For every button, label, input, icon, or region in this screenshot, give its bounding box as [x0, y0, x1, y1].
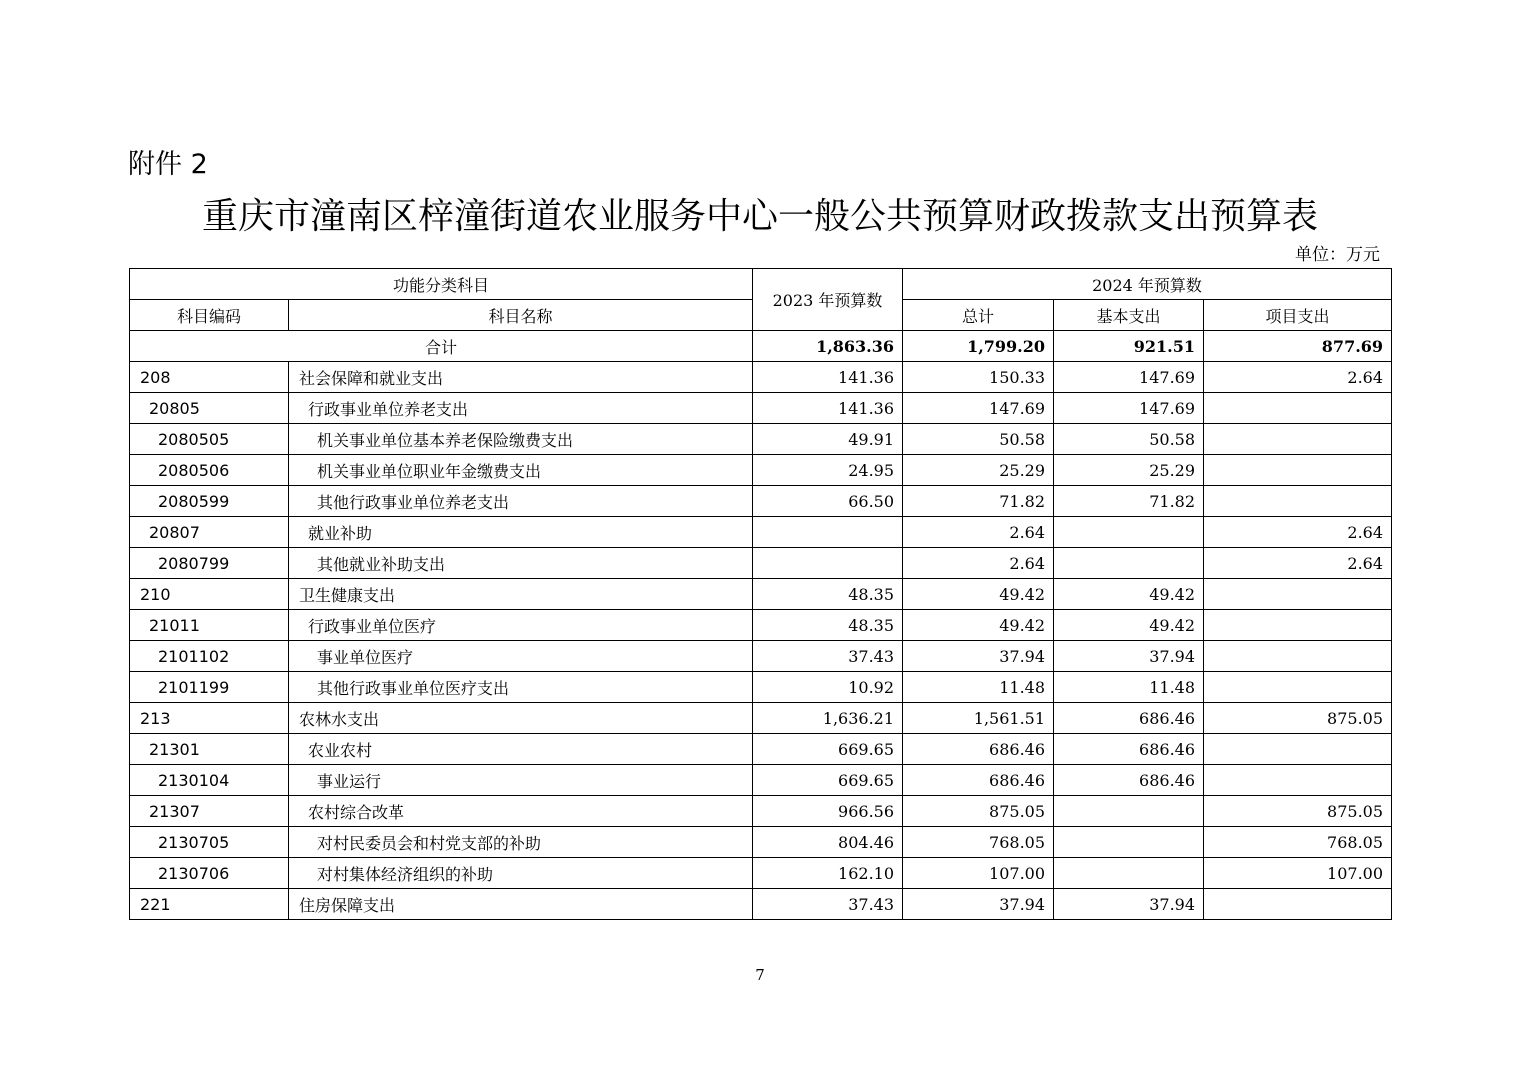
row-budget-2023: 37.43 [753, 889, 903, 920]
table-row [130, 889, 1392, 920]
row-project: 875.05 [1204, 796, 1392, 827]
row-project [1204, 455, 1392, 486]
row-budget-2023: 669.65 [753, 734, 903, 765]
row-code: 2080799 [130, 548, 289, 579]
row-total: 50.58 [903, 424, 1054, 455]
row-name: 其他行政事业单位医疗支出 [289, 672, 753, 703]
row-basic [1054, 517, 1204, 548]
row-basic: 686.46 [1054, 703, 1204, 734]
total-b2023: 1,863.36 [753, 331, 903, 362]
row-total: 11.48 [903, 672, 1054, 703]
row-name: 农业农村 [289, 734, 753, 765]
row-budget-2023: 162.10 [753, 858, 903, 889]
row-total: 686.46 [903, 734, 1054, 765]
row-budget-2023: 141.36 [753, 393, 903, 424]
row-budget-2023: 24.95 [753, 455, 903, 486]
total-basic: 921.51 [1054, 331, 1204, 362]
row-total: 49.42 [903, 610, 1054, 641]
row-total: 147.69 [903, 393, 1054, 424]
row-total: 107.00 [903, 858, 1054, 889]
row-name: 农林水支出 [289, 703, 753, 734]
row-project [1204, 734, 1392, 765]
row-name: 机关事业单位基本养老保险缴费支出 [289, 424, 753, 455]
row-basic: 49.42 [1054, 610, 1204, 641]
row-name: 其他就业补助支出 [289, 548, 753, 579]
row-total: 71.82 [903, 486, 1054, 517]
table-row [130, 517, 1392, 548]
row-code: 2080599 [130, 486, 289, 517]
table-row [130, 610, 1392, 641]
row-code: 213 [130, 703, 289, 734]
row-project: 2.64 [1204, 362, 1392, 393]
header-row-1 [130, 269, 1392, 300]
row-project [1204, 393, 1392, 424]
row-total: 150.33 [903, 362, 1054, 393]
row-project [1204, 765, 1392, 796]
header-basic: 基本支出 [1054, 300, 1204, 331]
row-project [1204, 610, 1392, 641]
table-row [130, 765, 1392, 796]
row-total: 2.64 [903, 548, 1054, 579]
row-project [1204, 889, 1392, 920]
row-budget-2023: 48.35 [753, 610, 903, 641]
header-name: 科目名称 [289, 300, 753, 331]
row-basic: 71.82 [1054, 486, 1204, 517]
row-total: 37.94 [903, 889, 1054, 920]
row-project: 2.64 [1204, 517, 1392, 548]
row-basic: 686.46 [1054, 734, 1204, 765]
row-total: 1,561.51 [903, 703, 1054, 734]
row-code: 2101102 [130, 641, 289, 672]
row-code: 20807 [130, 517, 289, 548]
row-name: 卫生健康支出 [289, 579, 753, 610]
header-budget-2023: 2023 年预算数 [753, 269, 903, 331]
header-functional-category: 功能分类科目 [130, 269, 753, 300]
row-total: 768.05 [903, 827, 1054, 858]
table-row [130, 734, 1392, 765]
row-budget-2023: 66.50 [753, 486, 903, 517]
table-row [130, 796, 1392, 827]
row-name: 其他行政事业单位养老支出 [289, 486, 753, 517]
row-name: 事业单位医疗 [289, 641, 753, 672]
row-project: 107.00 [1204, 858, 1392, 889]
row-name: 对村集体经济组织的补助 [289, 858, 753, 889]
row-code: 2130706 [130, 858, 289, 889]
header-total: 总计 [903, 300, 1054, 331]
row-total: 25.29 [903, 455, 1054, 486]
total-total: 1,799.20 [903, 331, 1054, 362]
row-basic [1054, 796, 1204, 827]
table-row [130, 579, 1392, 610]
row-budget-2023: 49.91 [753, 424, 903, 455]
row-basic [1054, 827, 1204, 858]
row-code: 221 [130, 889, 289, 920]
row-budget-2023: 37.43 [753, 641, 903, 672]
row-basic [1054, 858, 1204, 889]
row-project [1204, 579, 1392, 610]
row-total: 2.64 [903, 517, 1054, 548]
row-total: 686.46 [903, 765, 1054, 796]
header-code: 科目编码 [130, 300, 289, 331]
row-code: 2130104 [130, 765, 289, 796]
row-basic: 25.29 [1054, 455, 1204, 486]
row-code: 21307 [130, 796, 289, 827]
table-row [130, 424, 1392, 455]
row-name: 对村民委员会和村党支部的补助 [289, 827, 753, 858]
row-code: 20805 [130, 393, 289, 424]
row-budget-2023 [753, 548, 903, 579]
row-project: 768.05 [1204, 827, 1392, 858]
page-title: 重庆市潼南区梓潼街道农业服务中心一般公共预算财政拨款支出预算表 [201, 196, 1318, 237]
row-total: 49.42 [903, 579, 1054, 610]
row-basic: 50.58 [1054, 424, 1204, 455]
row-name: 就业补助 [289, 517, 753, 548]
row-name: 行政事业单位养老支出 [289, 393, 753, 424]
row-budget-2023: 48.35 [753, 579, 903, 610]
table-row [130, 393, 1392, 424]
table-row [130, 827, 1392, 858]
row-code: 2080505 [130, 424, 289, 455]
row-budget-2023: 669.65 [753, 765, 903, 796]
attachment-label: 附件 2 [128, 149, 208, 180]
page-number: 7 [755, 966, 765, 984]
row-total: 875.05 [903, 796, 1054, 827]
total-label: 合计 [130, 331, 753, 362]
row-code: 2101199 [130, 672, 289, 703]
row-code: 21011 [130, 610, 289, 641]
row-total: 37.94 [903, 641, 1054, 672]
row-basic [1054, 548, 1204, 579]
table-row [130, 362, 1392, 393]
row-budget-2023: 966.56 [753, 796, 903, 827]
row-project [1204, 672, 1392, 703]
row-basic: 37.94 [1054, 889, 1204, 920]
table-row [130, 641, 1392, 672]
budget-table [129, 268, 1392, 920]
table-row [130, 455, 1392, 486]
row-code: 210 [130, 579, 289, 610]
row-basic: 49.42 [1054, 579, 1204, 610]
row-name: 机关事业单位职业年金缴费支出 [289, 455, 753, 486]
table-row [130, 672, 1392, 703]
row-name: 社会保障和就业支出 [289, 362, 753, 393]
row-code: 2130705 [130, 827, 289, 858]
row-budget-2023: 10.92 [753, 672, 903, 703]
row-budget-2023: 804.46 [753, 827, 903, 858]
row-code: 2080506 [130, 455, 289, 486]
row-name: 事业运行 [289, 765, 753, 796]
table-row [130, 858, 1392, 889]
unit-label: 单位：万元 [1295, 245, 1380, 265]
row-name: 农村综合改革 [289, 796, 753, 827]
row-project: 2.64 [1204, 548, 1392, 579]
header-budget-2024: 2024 年预算数 [903, 269, 1392, 300]
row-project [1204, 424, 1392, 455]
header-project: 项目支出 [1204, 300, 1392, 331]
row-budget-2023: 1,636.21 [753, 703, 903, 734]
row-project: 875.05 [1204, 703, 1392, 734]
row-code: 208 [130, 362, 289, 393]
row-project [1204, 641, 1392, 672]
row-code: 21301 [130, 734, 289, 765]
total-row [130, 331, 1392, 362]
row-basic: 147.69 [1054, 393, 1204, 424]
row-budget-2023: 141.36 [753, 362, 903, 393]
table-row [130, 486, 1392, 517]
table-row [130, 703, 1392, 734]
row-basic: 147.69 [1054, 362, 1204, 393]
table-row [130, 548, 1392, 579]
row-project [1204, 486, 1392, 517]
row-name: 行政事业单位医疗 [289, 610, 753, 641]
row-budget-2023 [753, 517, 903, 548]
row-basic: 686.46 [1054, 765, 1204, 796]
row-basic: 37.94 [1054, 641, 1204, 672]
total-project: 877.69 [1204, 331, 1392, 362]
row-name: 住房保障支出 [289, 889, 753, 920]
row-basic: 11.48 [1054, 672, 1204, 703]
